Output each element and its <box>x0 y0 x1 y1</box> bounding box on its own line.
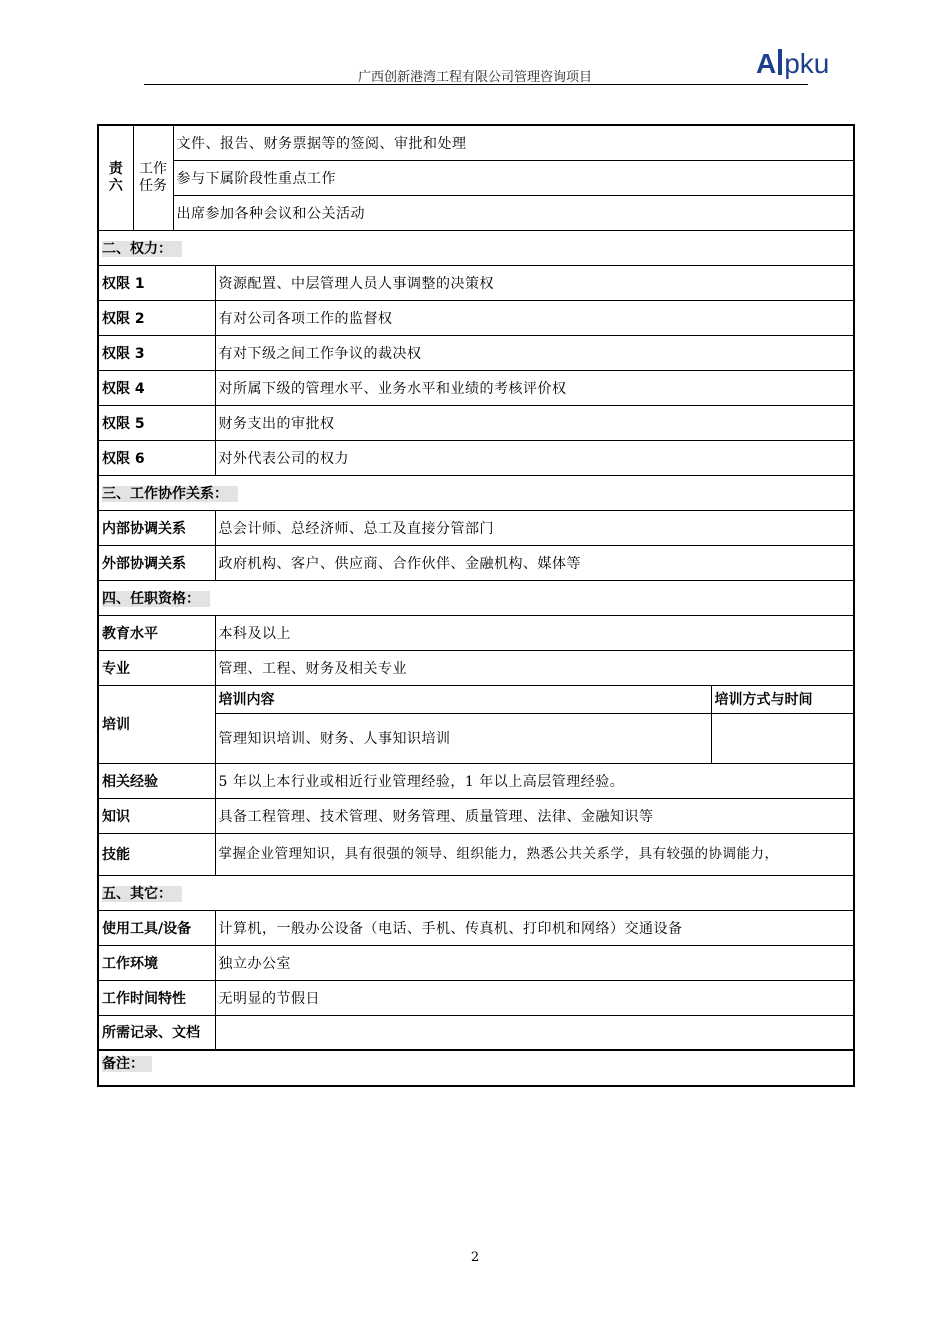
major-label: 专业 <box>98 650 215 685</box>
environment-label: 工作环境 <box>98 945 215 980</box>
tools-label: 使用工具/设备 <box>98 910 215 945</box>
external-coordination-value: 政府机构、客户、供应商、合作伙伴、金融机构、媒体等 <box>215 545 854 580</box>
page-number: 2 <box>470 1250 480 1265</box>
authority-6-value: 对外代表公司的权力 <box>215 440 854 475</box>
training-method-value <box>711 713 854 763</box>
section5-title: 五、其它： <box>102 886 182 902</box>
training-method-header: 培训方式与时间 <box>711 685 854 713</box>
notes-label: 备注： <box>102 1056 152 1072</box>
authority-1-label: 权限 1 <box>98 265 215 300</box>
experience-value: 5 年以上本行业或相近行业管理经验，1 年以上高层管理经验。 <box>215 763 854 798</box>
section5-heading <box>98 875 854 910</box>
authority-2-label: 权限 2 <box>98 300 215 335</box>
duty6-sublabel: 工作 任务 <box>133 125 173 230</box>
section2-title: 二、权力： <box>102 241 182 257</box>
authority-4-value: 对所属下级的管理水平、业务水平和业绩的考核评价权 <box>215 370 854 405</box>
skills-label: 技能 <box>98 833 215 875</box>
environment-value: 独立办公室 <box>215 945 854 980</box>
training-content-value: 管理知识培训、财务、人事知识培训 <box>215 713 711 763</box>
tools-value: 计算机，一般办公设备（电话、手机、传真机、打印机和网络）交通设备 <box>215 910 854 945</box>
section3-title: 三、工作协作关系： <box>102 486 238 502</box>
skills-value: 掌握企业管理知识，具有很强的领导、组织能力，熟悉公共关系学，具有较强的协调能力， <box>215 833 854 875</box>
duty6-task-1: 文件、报告、财务票据等的签阅、审批和处理 <box>173 125 854 160</box>
header-title: 广西创新港湾工程有限公司管理咨询项目 <box>357 70 592 85</box>
section2-heading <box>98 230 854 265</box>
job-description-table <box>97 124 855 1087</box>
education-label: 教育水平 <box>98 615 215 650</box>
training-content-header: 培训内容 <box>215 685 711 713</box>
company-logo: A pku <box>756 48 830 79</box>
work-time-value: 无明显的节假日 <box>215 980 854 1015</box>
authority-1-value: 资源配置、中层管理人员人事调整的决策权 <box>215 265 854 300</box>
section4-heading <box>98 580 854 615</box>
internal-coordination-value: 总会计师、总经济师、总工及直接分管部门 <box>215 510 854 545</box>
header-divider <box>144 84 808 85</box>
records-label: 所需记录、文档 <box>98 1015 215 1050</box>
authority-5-value: 财务支出的审批权 <box>215 405 854 440</box>
authority-6-label: 权限 6 <box>98 440 215 475</box>
education-value: 本科及以上 <box>215 615 854 650</box>
duty6-task-3: 出席参加各种会议和公关活动 <box>173 195 854 230</box>
notes-row <box>98 1050 854 1086</box>
experience-label: 相关经验 <box>98 763 215 798</box>
knowledge-label: 知识 <box>98 798 215 833</box>
authority-3-value: 有对下级之间工作争议的裁决权 <box>215 335 854 370</box>
authority-4-label: 权限 4 <box>98 370 215 405</box>
duty6-task-2: 参与下属阶段性重点工作 <box>173 160 854 195</box>
section4-title: 四、任职资格： <box>102 591 210 607</box>
internal-coordination-label: 内部协调关系 <box>98 510 215 545</box>
authority-3-label: 权限 3 <box>98 335 215 370</box>
knowledge-value: 具备工程管理、技术管理、财务管理、质量管理、法律、金融知识等 <box>215 798 854 833</box>
work-time-label: 工作时间特性 <box>98 980 215 1015</box>
authority-5-label: 权限 5 <box>98 405 215 440</box>
training-label: 培训 <box>98 685 215 763</box>
authority-2-value: 有对公司各项工作的监督权 <box>215 300 854 335</box>
section3-heading <box>98 475 854 510</box>
major-value: 管理、工程、财务及相关专业 <box>215 650 854 685</box>
external-coordination-label: 外部协调关系 <box>98 545 215 580</box>
duty6-label: 责 六 <box>98 125 133 230</box>
records-value <box>215 1015 854 1050</box>
